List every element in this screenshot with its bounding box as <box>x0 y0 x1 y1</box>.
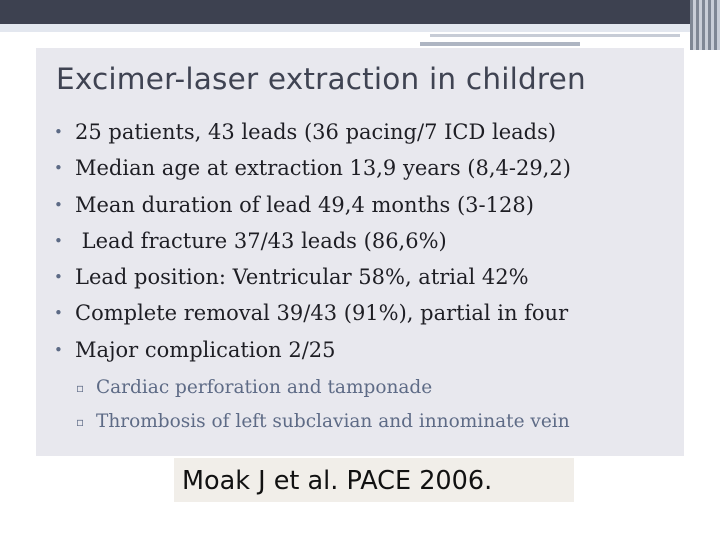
bullet-item <box>50 223 680 259</box>
bullet-list <box>50 114 680 368</box>
citation-text: Moak J et al. PACE 2006. <box>182 466 493 496</box>
bullet-marker: • <box>54 304 63 323</box>
bullet-marker: • <box>54 340 63 359</box>
bullet-item <box>50 150 680 186</box>
bullet-text: Lead position: Ventricular 58%, atrial 42% <box>75 265 529 290</box>
sub-bullet-marker: ▫ <box>76 415 85 429</box>
bullet-text: Lead fracture 37/43 leads (86,6%) <box>75 228 447 253</box>
bullet-marker: • <box>54 123 63 141</box>
decor-line <box>430 34 680 37</box>
bullet-item <box>50 259 680 295</box>
bullet-marker: • <box>54 195 63 214</box>
top-decor-stripe <box>0 24 720 32</box>
bullet-item <box>50 187 680 223</box>
bullet-text: 25 patients, 43 leads (36 pacing/7 ICD leads) <box>75 120 557 144</box>
slide-title: Excimer-laser extraction in children <box>56 62 586 96</box>
sub-bullet-marker: ▫ <box>76 381 85 395</box>
bullet-text: Mean duration of lead 49,4 months (3-128) <box>75 192 534 217</box>
bullet-item <box>50 332 680 368</box>
bullet-marker: • <box>54 268 63 287</box>
bullet-text: Median age at extraction 13,9 years (8,4-29,2) <box>75 156 571 181</box>
sub-bullet-item <box>74 371 684 405</box>
corner-decor <box>690 0 720 50</box>
sub-bullet-item <box>74 405 684 439</box>
sub-bullet-list <box>74 371 684 439</box>
sub-bullet-text: Cardiac perforation and tamponade <box>96 377 433 398</box>
top-decor-bar <box>0 0 720 24</box>
bullet-item <box>50 114 680 150</box>
bullet-marker: • <box>54 159 63 178</box>
sub-bullet-text: Thrombosis of left subclavian and innominate vein <box>96 411 570 432</box>
bullet-text: Complete removal 39/43 (91%), partial in four <box>75 301 569 326</box>
decor-line <box>420 42 580 46</box>
bullet-marker: • <box>54 231 63 250</box>
bullet-item <box>50 295 680 331</box>
bullet-text: Major complication 2/25 <box>75 337 336 362</box>
